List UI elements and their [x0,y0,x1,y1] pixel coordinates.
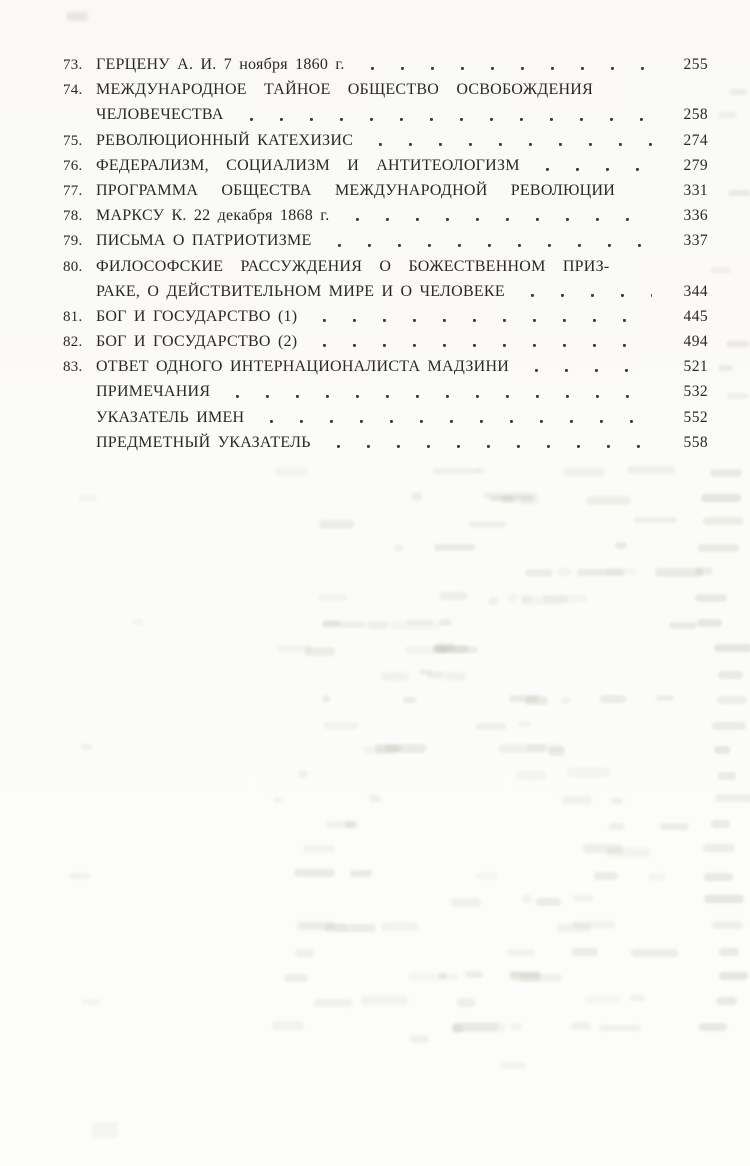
bleedthrough-mark [695,567,713,575]
toc-entry-number: 78. [63,208,83,225]
toc-entry-number: 76. [63,157,83,174]
bleedthrough-mark [543,595,587,602]
toc-entry-number: 77. [63,182,83,199]
toc-page-number: 336 [683,207,708,225]
bleedthrough-mark [381,922,418,931]
bleedthrough-mark [272,1021,304,1030]
bleedthrough-mark [711,820,731,828]
toc-entry-title: БОГ И ГОСУДАРСТВО (2) [96,333,298,351]
bleedthrough-mark [527,744,563,752]
bleedthrough-mark [499,744,546,753]
bleedthrough-mark [457,998,475,1007]
bleedthrough-mark [522,895,532,903]
bleedthrough-mark [714,644,750,652]
bleedthrough-mark [350,870,372,877]
toc-entry-row [63,128,708,153]
bleedthrough-mark [323,621,366,629]
bleedthrough-mark [701,494,741,502]
bleedthrough-mark [718,365,732,371]
toc-page-number: 521 [683,358,708,376]
bleedthrough-mark [516,771,547,780]
bleedthrough-mark [611,798,623,804]
leader-dots [236,102,652,127]
bleedthrough-mark [656,695,674,701]
bleedthrough-mark [712,722,746,730]
toc-entry-number: 83. [63,359,83,376]
bleedthrough-mark [704,895,745,903]
bleedthrough-mark [432,468,479,474]
bleedthrough-mark [655,568,703,576]
toc-entry-title: ПРЕДМЕТНЫЙ УКАЗАТЕЛЬ [96,433,311,451]
bleedthrough-mark [326,821,358,828]
bleedthrough-mark [318,594,348,601]
bleedthrough-mark [521,595,532,601]
bleedthrough-mark [444,672,465,681]
bleedthrough-mark [557,924,593,932]
bleedthrough-mark [82,999,100,1005]
bleedthrough-mark [92,1122,118,1138]
toc-page-number: 337 [683,232,708,250]
bleedthrough-mark [634,517,677,523]
toc-entry-title: РЕВОЛЮЦИОННЫЙ КАТЕХИЗИС [96,131,354,149]
toc-entry-number: 74. [63,82,83,99]
bleedthrough-mark [703,844,734,852]
bleedthrough-mark [577,569,623,576]
bleedthrough-mark [609,823,625,830]
toc-entry-title: РАКЕ, О ДЕЙСТВИТЕЛЬНОМ МИРЕ И О ЧЕЛОВЕКЕ [96,282,505,300]
bleedthrough-mark [728,190,750,196]
toc-entry-row [63,102,708,127]
toc-page-number: 445 [683,307,708,325]
bleedthrough-mark [345,821,356,828]
bleedthrough-mark [488,597,499,605]
leader-dots [357,52,652,77]
bleedthrough-mark [434,544,476,551]
bleedthrough-mark [406,619,434,625]
table-of-contents [63,52,708,455]
bleedthrough-mark [518,721,531,727]
leader-dots [605,77,652,102]
bleedthrough-mark [719,972,748,980]
bleedthrough-mark [521,596,568,605]
bleedthrough-mark [716,997,737,1005]
bleedthrough-mark [314,999,353,1007]
bleedthrough-mark [714,746,730,754]
toc-entry-row [63,153,708,178]
bleedthrough-mark [79,495,97,501]
bleedthrough-mark [719,948,739,956]
toc-entry-number: 82. [63,334,83,351]
bleedthrough-mark [452,1022,499,1031]
toc-entry-row [63,405,708,430]
bleedthrough-mark [419,669,432,675]
toc-entry-row [63,379,708,404]
bleedthrough-mark [275,467,308,475]
bleedthrough-mark [717,696,747,704]
bleedthrough-mark [410,1035,428,1043]
bleedthrough-mark [375,744,426,752]
bleedthrough-mark [615,542,627,549]
toc-entry-row [63,430,708,455]
toc-entry-number: 75. [63,132,83,149]
bleedthrough-mark [435,643,455,651]
bleedthrough-mark [510,1023,522,1029]
bleedthrough-mark [525,569,554,577]
leader-dots [309,304,652,329]
toc-page-number: 331 [683,181,708,199]
toc-entry-row [63,52,708,77]
bleedthrough-mark [600,695,626,703]
bleedthrough-mark [557,568,571,577]
bleedthrough-mark [572,921,615,928]
toc-page-number: 258 [683,106,708,124]
bleedthrough-mark [273,797,283,804]
bleedthrough-mark [408,973,458,980]
bleedthrough-mark [484,492,536,499]
bleedthrough-mark [594,872,618,880]
bleedthrough-mark [571,948,598,956]
bleedthrough-mark [322,695,330,703]
bleedthrough-mark [669,622,697,629]
bleedthrough-mark [583,844,623,852]
bleedthrough-mark [294,869,335,876]
leader-dots [309,329,652,354]
bleedthrough-mark [403,697,416,703]
toc-page-number: 558 [683,433,708,451]
bleedthrough-mark [390,621,440,630]
leader-dots [256,405,652,430]
toc-entry-row [63,354,708,379]
bleedthrough-mark [704,873,733,881]
bleedthrough-mark [81,744,93,750]
toc-page-number: 494 [683,333,708,351]
bleedthrough-mark [405,646,447,655]
bleedthrough-mark [369,795,381,802]
toc-entry-row [63,279,708,304]
toc-entry-title: ОТВЕТ ОДНОГО ИНТЕРНАЦИОНАЛИСТА МАДЗИНИ [96,358,510,376]
bleedthrough-mark [277,645,313,651]
toc-entry-title: УКАЗАТЕЛЬ ИМЕН [96,408,245,426]
bleedthrough-mark [631,949,678,957]
bleedthrough-mark [305,647,335,655]
toc-entry-title: ГЕРЦЕНУ А. И. 7 ноября 1860 г. [96,56,345,73]
bleedthrough-mark [630,995,645,1001]
toc-entry-title: ФИЛОСОФСКИЕ РАССУЖДЕНИЯ О БОЖЕСТВЕННОМ ПРИЗ- [96,257,610,275]
bleedthrough-mark [729,89,748,95]
bleedthrough-mark [710,267,732,273]
toc-entry-number: 79. [63,233,83,250]
toc-entry-row [63,304,708,329]
toc-entry-title: ЧЕЛОВЕЧЕСТВА [96,106,224,124]
bleedthrough-mark [697,619,722,627]
bleedthrough-mark [438,973,447,979]
bleedthrough-mark [363,746,398,754]
bleedthrough-mark [599,1025,641,1032]
bleedthrough-mark [411,492,422,500]
bleedthrough-mark [698,544,738,552]
bleedthrough-mark [325,924,377,932]
bleedthrough-mark [385,745,402,751]
toc-entry-row [63,254,708,279]
bleedthrough-mark [660,823,689,830]
bleedthrough-mark [606,568,637,576]
toc-entry-title: ПРИМЕЧАНИЯ [96,383,211,401]
bleedthrough-mark [490,496,515,503]
bleedthrough-mark [367,621,390,630]
bleedthrough-mark [586,496,631,505]
bleedthrough-mark [699,1023,727,1031]
leader-dots [222,379,652,404]
bleedthrough-mark [509,971,541,977]
bleedthrough-mark [323,722,358,729]
bleedthrough-mark [510,972,540,980]
toc-entry-row [63,77,708,102]
bleedthrough-mark [712,921,743,929]
bleedthrough-mark [476,873,496,879]
toc-page-number: 255 [683,56,708,73]
leader-dots [521,354,652,379]
leader-dots [365,128,652,153]
bleedthrough-mark [715,794,750,802]
toc-page-number: 344 [683,282,708,300]
bleedthrough-mark [573,895,593,901]
bleedthrough-mark [585,996,622,1003]
toc-entry-row [63,203,708,228]
bleedthrough-mark [298,921,335,929]
bleedthrough-mark [394,544,405,552]
leader-dots [323,430,652,455]
bleedthrough-mark [284,974,308,982]
toc-entry-row [63,228,708,253]
leader-dots [324,228,653,253]
bleedthrough-mark [571,1022,591,1030]
bleedthrough-mark [361,996,408,1005]
bleedthrough-mark [477,468,486,474]
bleedthrough-mark [718,112,736,118]
bleedthrough-mark [303,845,335,851]
toc-entry-title: ПИСЬМА О ПАТРИОТИЗМЕ [96,232,312,250]
bleedthrough-mark [710,469,742,477]
toc-entry-number: 73. [63,57,83,73]
leader-dots [517,279,652,304]
bleedthrough-mark [500,1062,526,1069]
bleedthrough-mark [451,898,480,907]
bleedthrough-mark [567,768,611,777]
bleedthrough-mark [132,619,143,625]
bleedthrough-mark [381,672,409,681]
bleedthrough-mark [727,393,749,399]
bleedthrough-mark [295,949,314,957]
toc-page-number: 532 [683,383,708,401]
bleedthrough-mark [525,696,548,704]
bleedthrough-mark [69,873,91,879]
toc-entry-number: 80. [63,258,83,275]
bleedthrough-mark [453,1023,505,1032]
toc-entry-title: БОГ И ГОСУДАРСТВО (1) [96,307,298,325]
scan-smudge [66,12,88,21]
leader-dots [627,178,652,203]
bleedthrough-mark [563,468,605,477]
bleedthrough-mark [465,971,483,979]
bleedthrough-mark [649,873,665,881]
bleedthrough-mark [726,341,750,347]
bleedthrough-mark [296,923,347,931]
toc-entry-title: МАРКСУ К. 22 декабря 1868 г. [96,207,330,225]
bleedthrough-mark [298,770,308,778]
leader-dots [532,153,652,178]
toc-entry-title: ПРОГРАММА ОБЩЕСТВА МЕЖДУНАРОДНОЙ РЕВОЛЮЦИИ [96,181,616,199]
bleedthrough-mark [468,521,506,528]
bleedthrough-mark [509,695,539,702]
bleedthrough-mark [703,517,745,525]
toc-page-number: 274 [683,131,708,149]
bleedthrough-mark [548,747,565,756]
toc-entry-row [63,329,708,354]
toc-entry-row [63,178,708,203]
bleedthrough-mark [435,646,478,653]
bleedthrough-mark [606,848,650,856]
bleedthrough-mark [521,496,538,505]
toc-page-number: 279 [683,156,708,174]
bleedthrough-mark [439,619,452,626]
bleedthrough-mark [476,723,507,730]
bleedthrough-mark [501,495,533,503]
bleedthrough-mark [508,593,518,601]
bleedthrough-mark [322,620,341,626]
bleedthrough-mark [519,974,562,982]
bleedthrough-mark [718,772,736,780]
toc-entry-title: МЕЖДУНАРОДНОЕ ТАЙНОЕ ОБЩЕСТВО ОСВОБОЖДЕНИЯ [96,81,594,99]
bleedthrough-mark [319,520,354,528]
bleedthrough-mark [627,466,675,473]
bleedthrough-mark [695,594,726,602]
bleedthrough-mark [562,796,592,804]
toc-page-number: 552 [683,408,708,426]
bleedthrough-mark [432,645,469,653]
bleedthrough-mark [536,898,560,905]
leader-dots [621,254,652,279]
leader-dots [342,203,652,228]
toc-entry-title: ФЕДЕРАЛИЗМ, СОЦИАЛИЗМ И АНТИТЕОЛОГИЗМ [96,156,520,174]
toc-entry-number: 81. [63,308,83,325]
bleedthrough-mark [507,949,534,956]
bleedthrough-mark [452,1025,463,1033]
bleedthrough-mark [561,697,571,704]
bleedthrough-mark [439,592,467,600]
bleedthrough-mark [718,671,743,679]
bleedthrough-mark [427,671,444,679]
